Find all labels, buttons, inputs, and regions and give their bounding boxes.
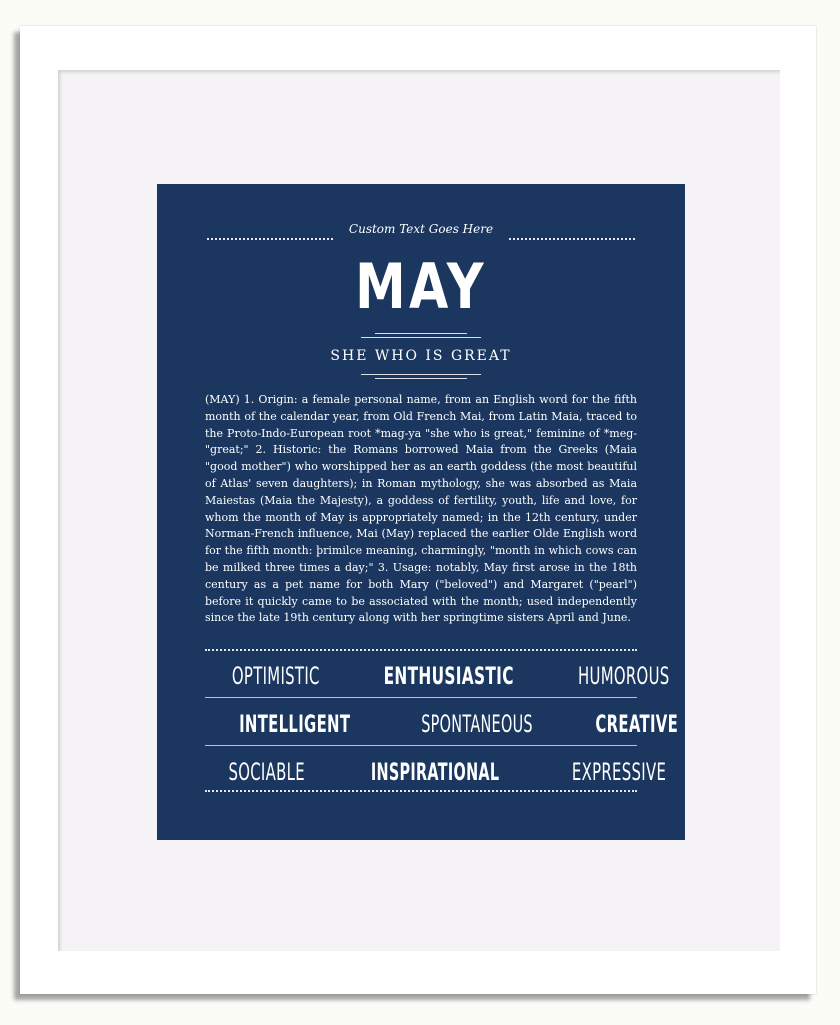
meaning-rule-2	[375, 378, 467, 379]
title-rule-top-2	[361, 337, 481, 338]
name-definition: (MAY) 1. Origin: a female personal name, from an English word for the fifth month of the calendar year, from Old French Mai, from Latin Maia, traced to the Proto-Indo-European root *mag-ya "she who is great," feminine of *meg- "great;" 2. Historic: the Romans borrowed Maia from the Greeks (Maia "good mother") who worshipped her as an earth goddess (the most beautiful of Atlas' seven daughters); in Roman mythology, she was absorbed as Maia Maiestas (Maia the Majesty), a goddess of fertility, youth, life and love, for whom the month of May is appropriately named; in the 12th century, under Norman-French influence, Mai (May) replaced the earlier Olde English word for the fifth month: þrimilce meaning, charmingly, "month in which cows can be milked three times a day;" 3. Usage: notably, May first arose in the 18th century as a pet name for both Mary ("beloved") and Margaret ("pearl") before it quickly came to be associated with the month; used independently since the late 19th century along with her springtime sisters April and June.	[205, 393, 637, 625]
trait-word: HUMOROUS	[578, 662, 670, 690]
name-title: MAY	[355, 250, 487, 323]
name-print	[157, 184, 685, 840]
trait-row-2	[205, 701, 679, 747]
trait-row-separator	[205, 745, 637, 746]
dotted-divider-right	[509, 238, 635, 240]
trait-word: EXPRESSIVE	[571, 758, 666, 786]
trait-word: ENTHUSIASTIC	[383, 662, 514, 690]
custom-text: Custom Text Goes Here	[348, 222, 494, 236]
trait-word: INSPIRATIONAL	[371, 758, 500, 786]
mat-board	[58, 70, 780, 951]
trait-word: CREATIVE	[595, 710, 679, 738]
meaning-rule-1	[361, 374, 481, 375]
trait-word: INTELLIGENT	[239, 710, 351, 738]
dotted-divider-traits-bottom	[205, 790, 637, 792]
dotted-divider-traits-top	[205, 649, 637, 651]
title-rule-top-1	[375, 333, 467, 334]
name-meaning: SHE WHO IS GREAT	[330, 348, 512, 364]
trait-word: SPONTANEOUS	[421, 710, 534, 738]
trait-word: SOCIABLE	[228, 758, 305, 786]
trait-row-3	[205, 749, 666, 795]
trait-row-separator	[205, 697, 637, 698]
dotted-divider-left	[207, 238, 333, 240]
trait-word: OPTIMISTIC	[231, 662, 320, 690]
picture-frame	[20, 26, 816, 994]
trait-row-1	[205, 653, 670, 699]
